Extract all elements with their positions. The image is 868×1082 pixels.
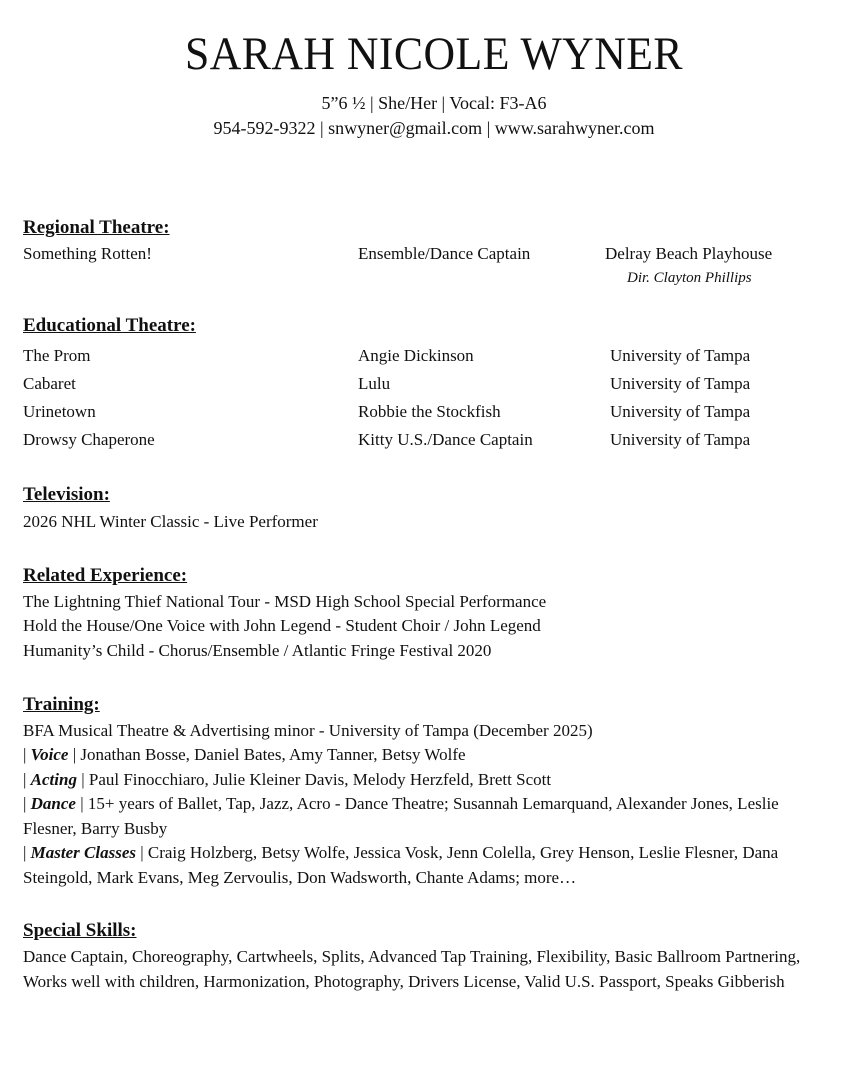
personal-stats: 5”6 ½ | She/Her | Vocal: F3-A6: [321, 93, 547, 113]
show-title: Urinetown: [23, 402, 96, 421]
special-skills-text: Dance Captain, Choreography, Cartwheels, Splits, Advanced Tap Training, Flexibility, Basic Ballroom Partnering, Works well with children, Harmonization, Photography, Drivers License, Valid U.S. Passport, Speaks Gibberish: [23, 947, 801, 991]
training-teachers: 15+ years of Ballet, Tap, Jazz, Acro - Dance Theatre; Susannah Lemarquand, Alexander Jones, Leslie Flesner, Barry Busby: [23, 794, 779, 838]
role: Robbie the Stockfish: [358, 402, 501, 421]
training-label-dance: Dance: [30, 794, 76, 813]
venue: University of Tampa: [610, 346, 751, 365]
training-dance: | Dance | 15+ years of Ballet, Tap, Jazz, Acro - Dance Theatre; Susannah Lemarquand, Alexander Jones, Leslie Flesner, Barry Busby: [23, 794, 779, 838]
role: Angie Dickinson: [358, 346, 474, 365]
television-heading: Television:: [23, 484, 110, 505]
training-label-acting: Acting: [30, 770, 77, 789]
training-master-classes: | Master Classes | Craig Holzberg, Betsy Wolfe, Jessica Vosk, Jenn Colella, Grey Henson, Leslie Flesner, Dana Steingold, Mark Evans, Meg Zervoulis, Don Wadsworth, Chante Adams; more…: [23, 843, 779, 887]
training-label-voice: Voice: [30, 745, 69, 764]
educational-row: [0, 429, 868, 451]
educational-theatre-heading: Educational Theatre:: [23, 315, 196, 336]
training-voice: | Voice | Jonathan Bosse, Daniel Bates, Amy Tanner, Betsy Wolfe: [23, 745, 466, 764]
venue: Delray Beach Playhouse: [605, 244, 773, 263]
show-title: The Prom: [23, 346, 91, 365]
resume-name: SARAH NICOLE WYNER: [184, 28, 684, 80]
regional-row: [0, 243, 868, 265]
television-credit: 2026 NHL Winter Classic - Live Performer: [23, 512, 318, 531]
educational-row: [0, 373, 868, 395]
regional-theatre-heading: Regional Theatre:: [23, 217, 170, 238]
related-experience-item: Hold the House/One Voice with John Legend - Student Choir / John Legend: [23, 616, 541, 635]
training-teachers: Craig Holzberg, Betsy Wolfe, Jessica Vosk, Jenn Colella, Grey Henson, Leslie Flesner, Dana Steingold, Mark Evans, Meg Zervoulis, Don Wadsworth, Chante Adams; more…: [23, 843, 779, 887]
show-title: Something Rotten!: [23, 244, 152, 263]
training-degree: BFA Musical Theatre & Advertising minor - University of Tampa (December 2025): [23, 721, 593, 740]
training-teachers: Paul Finocchiaro, Julie Kleiner Davis, Melody Herzfeld, Brett Scott: [88, 770, 552, 789]
show-title: Drowsy Chaperone: [23, 430, 155, 449]
educational-row: [0, 401, 868, 423]
training-label-master-classes: Master Classes: [30, 843, 136, 862]
training-teachers: Jonathan Bosse, Daniel Bates, Amy Tanner, Betsy Wolfe: [80, 745, 466, 764]
special-skills-heading: Special Skills:: [23, 920, 137, 941]
training-acting: | Acting | Paul Finocchiaro, Julie Kleiner Davis, Melody Herzfeld, Brett Scott: [23, 770, 552, 789]
venue: University of Tampa: [610, 430, 751, 449]
related-experience-item: Humanity’s Child - Chorus/Ensemble / Atlantic Fringe Festival 2020: [23, 641, 492, 660]
training-heading: Training:: [23, 694, 100, 715]
venue: University of Tampa: [610, 402, 751, 421]
show-title: Cabaret: [23, 374, 76, 393]
educational-row: [0, 345, 868, 367]
contact-info: 954-592-9322 | snwyner@gmail.com | www.sarahwyner.com: [213, 118, 655, 138]
role: Ensemble/Dance Captain: [358, 244, 531, 263]
role: Lulu: [358, 374, 391, 393]
venue: University of Tampa: [610, 374, 751, 393]
director-credit: Dir. Clayton Phillips: [627, 270, 752, 286]
related-experience-item: The Lightning Thief National Tour - MSD High School Special Performance: [23, 592, 547, 611]
role: Kitty U.S./Dance Captain: [358, 430, 533, 449]
related-experience-heading: Related Experience:: [23, 565, 188, 586]
